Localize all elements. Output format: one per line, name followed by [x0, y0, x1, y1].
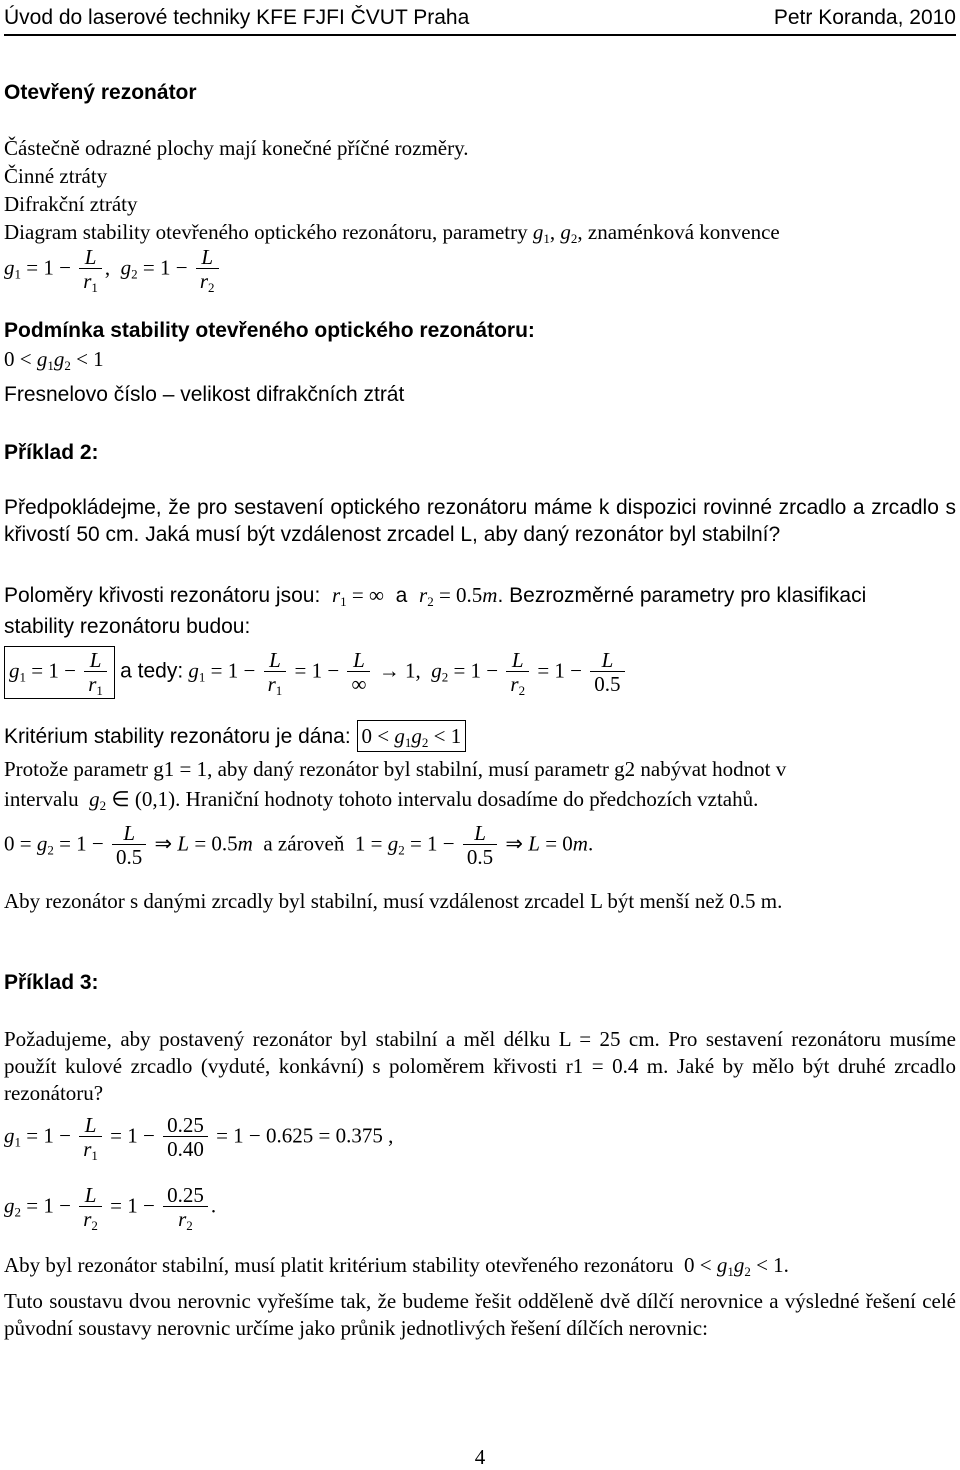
header-course: Úvod do laserové techniky KFE FJFI ČVUT Praha: [4, 6, 470, 29]
equation-boundaries: $0 = g_2 = 1$ − $\frac{L}{0.5}$ ⇒ L = 0.5m a zároveň $1 = g_2 = 1$ − $\frac{L}{0.5}$ ⇒ L = 0m.: [4, 821, 594, 869]
text-line: stability rezonátoru budou:: [4, 615, 251, 638]
example-title: Příklad 2:: [4, 441, 99, 464]
text-line: Fresnelovo číslo – velikost difrakčních ztrát: [4, 383, 405, 406]
text-line: Difrakční ztráty: [4, 192, 138, 216]
paragraph: Požadujeme, aby postavený rezonátor byl stabilní a měl délku L = 25 cm. Pro sestavení rezonátoru musíme použít kulové zrcadlo (vyduté, konkávní) s poloměrem křivosti r1 = 0.4 m. Jaké by mělo být druhé zrcadlo rezonátoru?: [4, 1027, 956, 1105]
equation-g-params: $g_1 = 1$ − $\frac{L}{r_1}$ , $g_2 = 1$ − $\frac{L}{r_2}$: [4, 246, 222, 293]
paragraph: Předpokládejme, že pro sestavení optického rezonátoru máme k dispozici rovinné zrcadlo a zrcadlo s křivostí 50 cm. Jaká musí být vzdálenost zrcadel L, aby daný rezonátor byl stabilní?: [4, 496, 956, 546]
conclusion: Aby rezonátor s danými zrcadly byl stabilní, musí vzdálenost zrcadel L být menší než 0.5 m.: [4, 889, 783, 913]
example-title: Příklad 3:: [4, 971, 99, 994]
text-line: Činné ztráty: [4, 164, 108, 188]
equation-stability: $0 < g_1g_2 < 1$: [4, 347, 104, 373]
text-line: Kritérium stability rezonátoru je dána: $0 < g_1g_2 < 1$: [4, 720, 466, 752]
text-line: intervalu $g_2$ ∈ (0,1). Hraniční hodnoty tohoto intervalu dosadíme do předchozích vztahů.: [4, 787, 759, 813]
equation-g-values: $g_1 = 1$ − $\frac{L}{r_1}$ a tedy: $g_1 = 1$ − $\frac{L}{r_1}$ = 1 − $\frac{L}{\infty}$ → 1, $g_2 = 1$ − $\frac{L}{r_2}$ = 1 − $\frac{L}{0.5}$: [4, 646, 628, 699]
paragraph: Tuto soustavu dvou nerovnic vyřešíme tak, že budeme řešit odděleně dvě dílčí nerovnice a výsledné řešení celé původní soustavy nerovnic určíme jako průnik jednotlivých řešení dílčích nerovnic:: [4, 1289, 956, 1340]
section-title: Otevřený rezonátor: [4, 81, 197, 104]
text-line: Částečně odrazné plochy mají konečné příčné rozměry.: [4, 136, 469, 160]
stability-condition-title: Podmínka stability otevřeného optického rezonátoru:: [4, 319, 535, 342]
header-author: Petr Koranda, 2010: [773, 6, 956, 29]
text-line: Aby byl rezonátor stabilní, musí platit kritérium stability otevřeného rezonátoru $0 < g_1g_2 < 1$.: [4, 1253, 789, 1279]
equation-g1: $g_1 = 1$ − $\frac{L}{r_1}$ = 1 − $\frac{0.25}{0.40}$ = 1 − 0.625 = 0.375 ,: [4, 1113, 394, 1163]
equation-g2: $g_2 = 1$ − $\frac{L}{r_2}$ = 1 − $\frac{0.25}{r_2}$ .: [4, 1183, 217, 1233]
page-header: [4, 2, 956, 36]
text-line: Poloměry křivosti rezonátoru jsou: $r_1$ = ∞ a $r_2 = 0.5m$. Bezrozměrné parametry pro klasifikaci: [4, 583, 867, 609]
text-line: Diagram stability otevřeného optického rezonátoru, parametry $g_1$, $g_2$, znaménková konvence: [4, 220, 780, 246]
paragraph: Protože parametr g1 = 1, aby daný rezonátor byl stabilní, musí parametr g2 nabývat hodnot v: [4, 757, 787, 781]
page-number: 4: [474, 1445, 486, 1469]
